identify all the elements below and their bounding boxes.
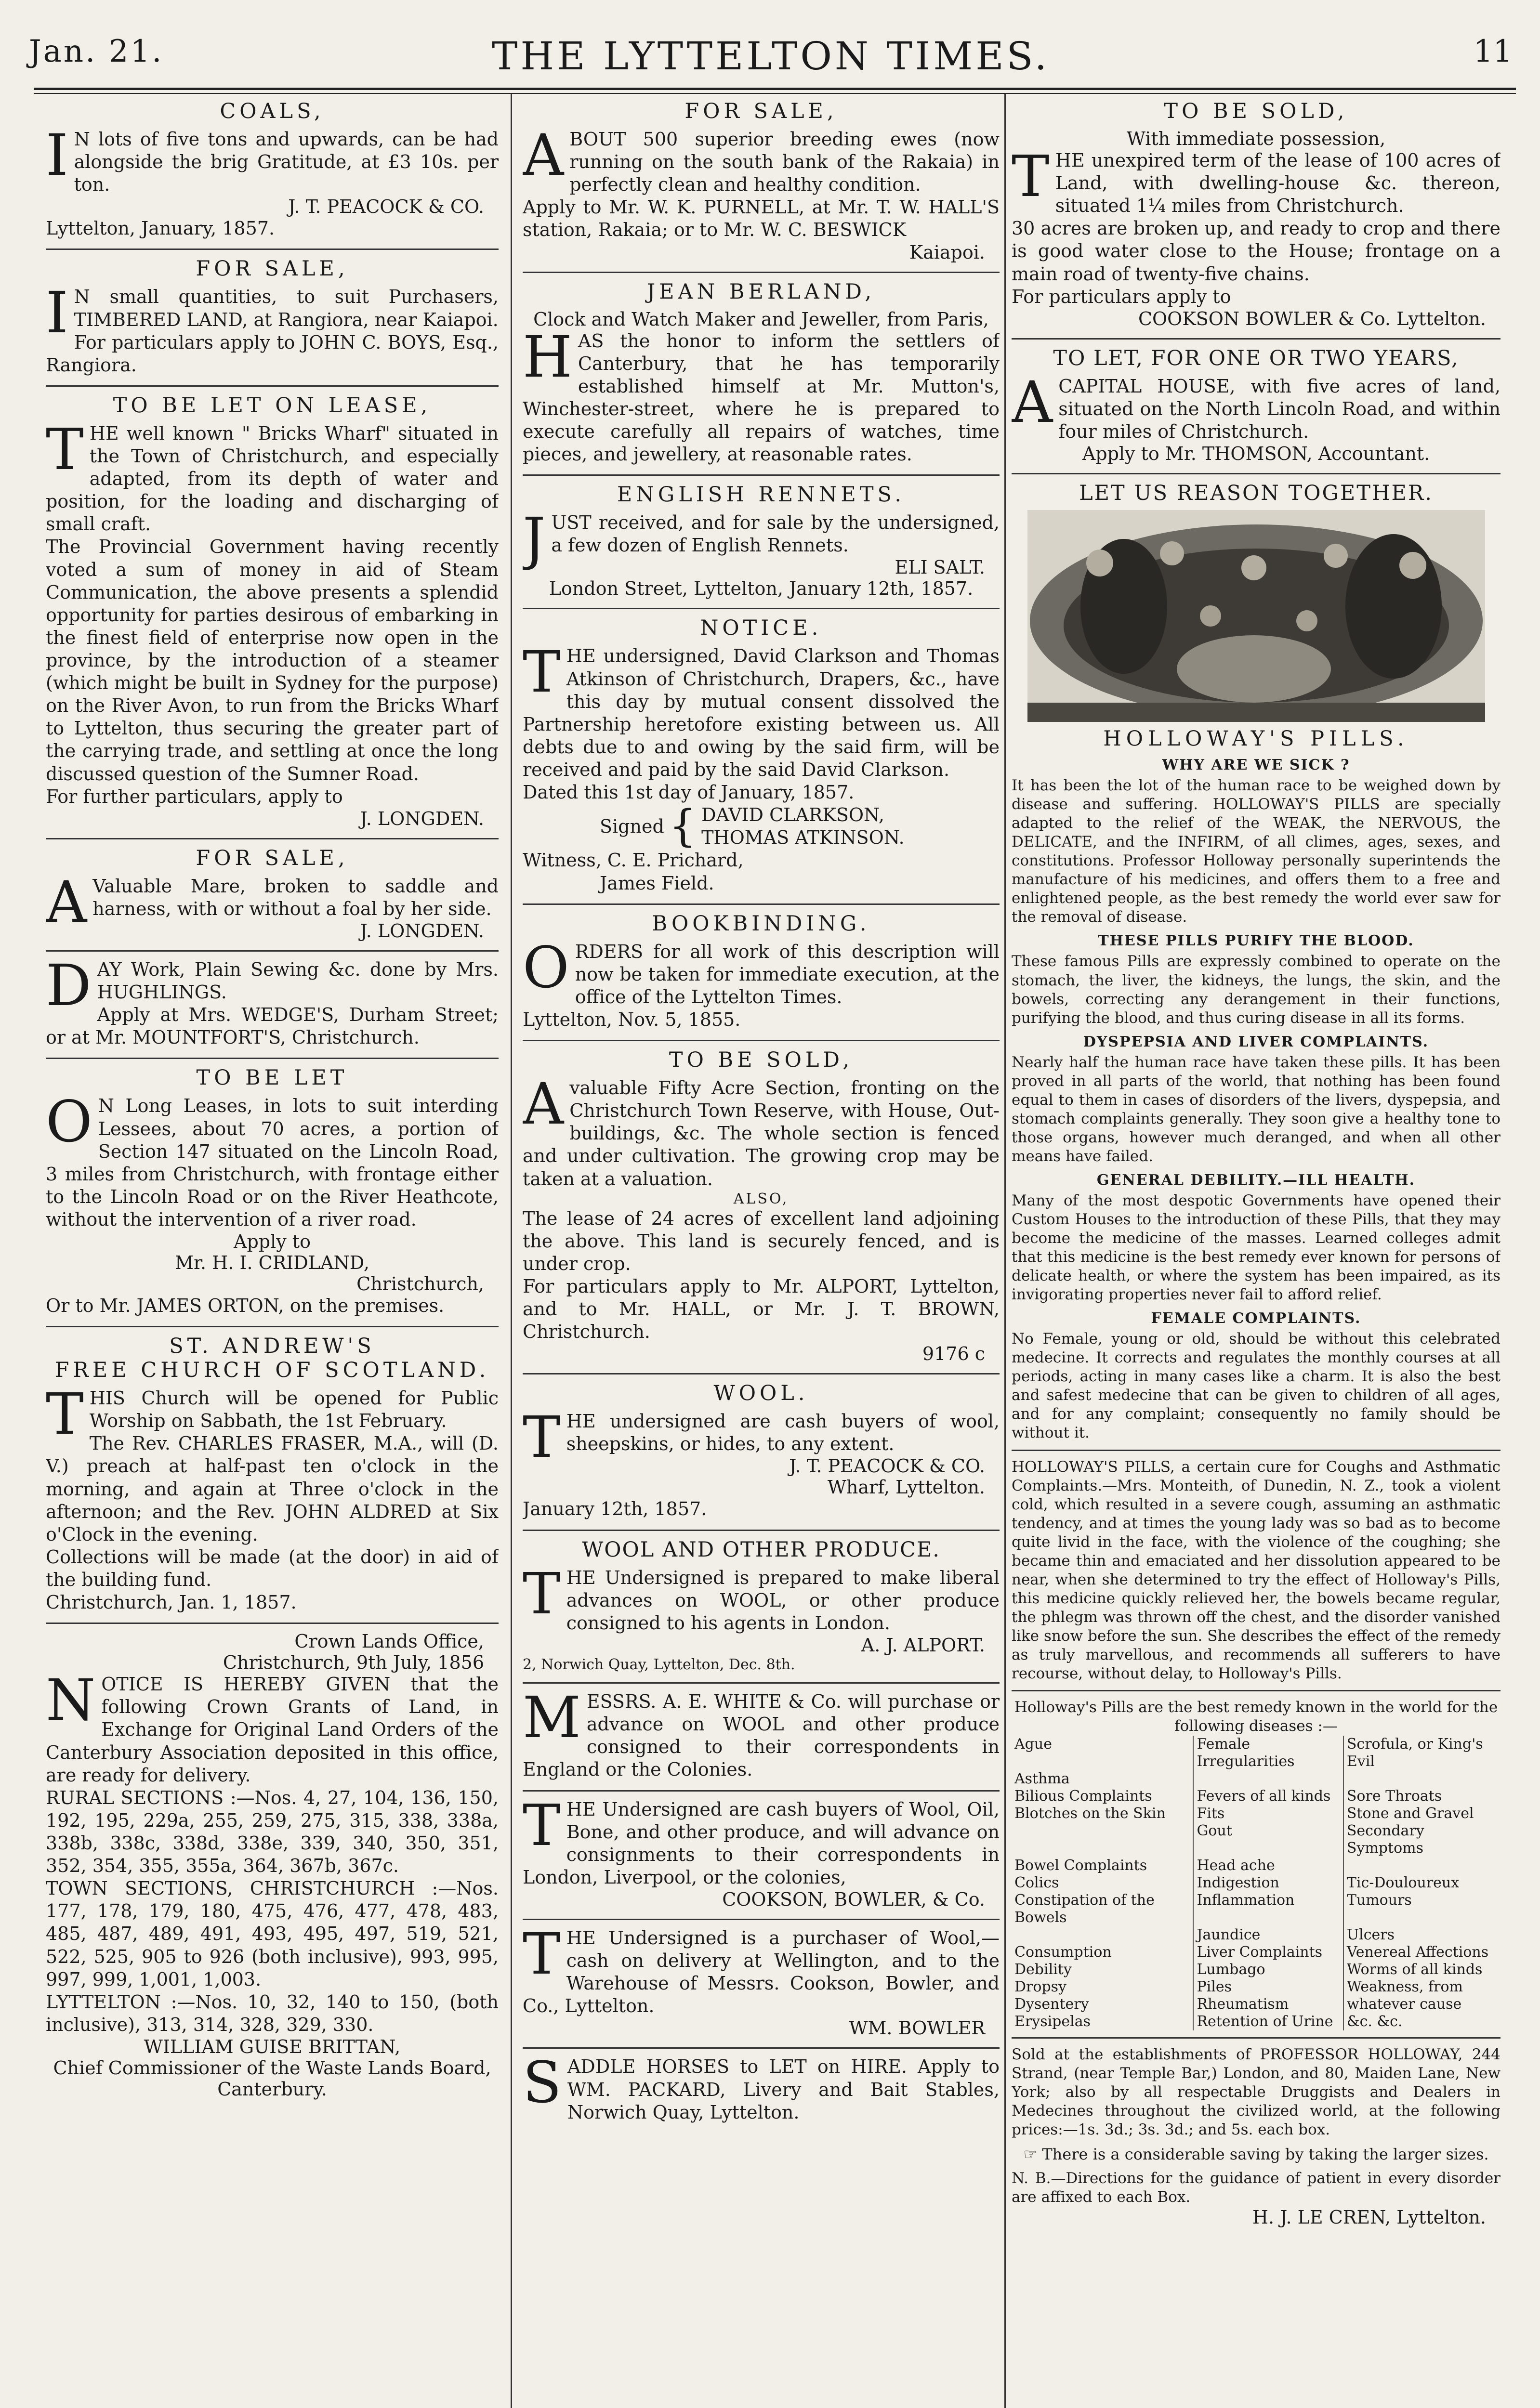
rural-sections: RURAL SECTIONS :—Nos. 4, 27, 104, 136, 150, 192, 195, 229a, 255, 259, 275, 315, 338, 338a, 338b, 338c, 338d, 338e, 339, 340, 350, 351, 352, 354, 355, 355a, 364, 367b, 367c. [46,1787,499,1877]
ad-body: AS the honor to inform the settlers of Canterbury, that he has temporarily established himself at Mr. Mutton's, Winchester-street, where he is prepared to execute carefully all repairs of watches, time pieces, and jewellery, at reasonable rates. [523,330,1000,465]
ad-heading: WOOL. [713,1381,809,1406]
disease-row [1012,2013,1501,2030]
disease-cell: Debility [1014,1961,1072,1978]
also-label: ALSO, [733,1190,789,1207]
ad-date: Dated this 1st day of January, 1857. [523,782,855,803]
disease-row [1012,1944,1501,1961]
disease-cell: Piles [1193,1978,1343,1996]
separator [523,608,1000,609]
disease-cell [1012,1822,1193,1857]
product-title: HOLLOWAY'S PILLS. [1103,727,1409,751]
separator [46,385,499,387]
ad-subheading: Clock and Watch Maker and Jeweller, from Paris, [533,308,989,330]
disease-cell: Liver Complaints [1193,1944,1343,1961]
drop-cap: A [523,122,564,188]
disease-cell: Tumours [1343,1892,1501,1926]
ad-heading: TO BE SOLD, [1164,99,1348,123]
disease-cell: Tic-Douloureux [1343,1874,1501,1892]
ad-signature: J. T. PEACOCK & CO. [288,196,484,218]
disease-cell: Erysipelas [1014,2013,1091,2030]
ad-saddle-horses [523,2049,1000,2123]
drop-cap: T [523,1920,561,1987]
ad-coals [46,99,499,240]
disease-cell: Blotches on the Skin [1014,1805,1166,1822]
ad-signature: H. J. LE CREN, Lyttelton. [1252,2207,1486,2228]
ad-signature: COOKSON BOWLER & Co. Lyttelton. [1138,308,1486,329]
ad-signature: J. T. PEACOCK & CO. [789,1455,985,1477]
disease-cell: Scrofula, or King's Evil [1343,1736,1501,1770]
disease-row [1012,1736,1501,1770]
ad-body: The lease of 24 acres of excellent land adjoining the above. This land is securely fenced, and is under crop. [523,1207,1000,1274]
ad-body: BOUT 500 superior breeding ewes (now running on the south bank of the Rakaia) in perfectly clean and healthy condition. [569,129,1000,196]
crowd-engraving [1027,510,1485,722]
separator [46,1326,499,1327]
disease-cell: Sore Throats [1343,1788,1501,1805]
separator [523,1530,1000,1531]
disease-row [1012,1788,1501,1805]
ad-body: OTICE IS HEREBY GIVEN that the following Crown Grants of Land, in Exchange for Original Land Orders of the Canterbury Association deposited in this office, are ready for delivery. [46,1674,499,1786]
disease-cell: Worms of all kinds [1343,1961,1501,1978]
ad-holloways-pills [1012,481,1501,2228]
separator [523,903,1000,905]
section-body: Nearly half the human race have taken these pills. It has been proved in all parts of the world, that nothing has been found equal to them in cases of disorders of the livers, dyspepsia, and stomach complaints generally. They soon give a healthy tone to those organs, however much deranged, and when all other means have failed. [1012,1053,1501,1165]
ad-signature: A. J. ALPORT. [861,1634,985,1656]
ad-subheading: FREE CHURCH OF SCOTLAND. [54,1358,490,1383]
disease-cell: Rheumatism [1193,1996,1343,2013]
ad-body: N small quantities, to suit Purchasers, TIMBERED LAND, at Rangiora, near Kaiapoi. [74,286,499,330]
separator [523,2047,1000,2049]
ad-place: Kaiapoi. [909,241,985,263]
disease-cell: whatever cause [1343,1996,1501,2013]
disease-row [1012,1961,1501,1978]
ad-body: Apply to Mr. W. K. PURNELL, at Mr. T. W. HALL'S station, Rakaia; or to Mr. W. C. BESWICK [523,196,1000,241]
disease-cell: Jaundice [1193,1926,1343,1944]
testimonial: HOLLOWAY'S PILLS, a certain cure for Coughs and Asthmatic Complaints.—Mrs. Monteith, of Dunedin, N. Z., took a violent cold, which resulted in a severe cough, assuming an asthmatic tendency, and at times the young lady was so bad as to become quite livid in the face, with the violence of the coughing; she became thin and emaciated and her dissolution appeared to be near, when she determined to try the effect of Holloway's Pills, this medicine quickly relieved her, the bowels became regular, the phlegm was thrown off the chest, and the disorder vanished like snow before the sun. She describes the effect of the remedy as truly marvellous, and recommends all sufferers to have recourse, without delay, to Holloway's Pills. [1012,1458,1501,1683]
disease-cell: Weakness, from [1343,1978,1501,1996]
witness: James Field. [600,872,714,894]
disease-cell: Indigestion [1193,1874,1343,1892]
masthead-rule [34,88,1516,90]
ad-code: 9176 c [922,1343,985,1365]
drop-cap: T [523,1560,561,1627]
ad-mare [46,846,499,942]
separator [523,272,1000,273]
ad-body: For particulars apply to Mr. ALPORT, Lyttelton, and to Mr. HALL, or Mr. J. T. BROWN, Christchurch. [523,1275,1000,1343]
disease-cell [1193,1770,1343,1788]
newspaper-title: THE LYTTELTON TIMES. [491,34,1050,79]
ad-signature: WILLIAM GUISE BRITTAN, [144,2036,401,2057]
ad-body: N lots of five tons and upwards, can be had alongside the brig Gratitude, at £3 10s. per ton. [74,129,499,196]
ad-heading: FOR SALE, [196,257,349,281]
drop-cap: I [46,122,68,188]
pointing-hand-icon: ☞ [1023,2145,1038,2164]
issue-date: Jan. 21. [29,34,164,69]
ad-signature: J. LONGDEN. [360,920,484,942]
separator [1012,338,1501,340]
drop-cap: T [523,639,561,706]
ad-body: HE well known " Bricks Wharf" situated in the Town of Christchurch, and especially adapted, from its depth of water and position, for the loading and discharging of small craft. [46,422,499,535]
ad-bookbinding [523,912,1000,1031]
town-sections: TOWN SECTIONS, CHRISTCHURCH :—Nos. 177, 178, 179, 180, 475, 476, 477, 478, 483, 485, 487, 489, 491, 493, 495, 497, 519, 521, 522, 525, 905 to 926 (both inclusive), 993, 995, 997, 999, 1,001, 1,003. [46,1878,499,1990]
column-divider [511,94,512,2408]
ad-body: ESSRS. A. E. WHITE & Co. will purchase or advance on WOOL and other produce consigned to their correspondents in England or the Colonies. [523,1691,1000,1780]
separator [523,1682,1000,1684]
ad-body: RDERS for all work of this description will now be taken for immediate execution, at the office of the Lyttelton Times. [575,941,1000,1008]
masthead [29,34,1513,87]
disease-cell: Dropsy [1014,1978,1067,1996]
sold-at: Sold at the establishments of PROFESSOR HOLLOWAY, 244 Strand, (near Temple Bar,) London, and 80, Maiden Lane, New York; also by all respectable Druggists and Dealers in Medecines throughout the civilized world, at the following prices:—1s. 3d.; 3s. 3d.; and 5s. each box. [1012,2046,1501,2139]
drop-cap: T [46,416,84,483]
brace-icon: { [669,801,697,852]
ad-body: HE undersigned are cash buyers of wool, sheepskins, or hides, to any extent. [566,1411,1000,1455]
section-body: These famous Pills are expressly combined to operate on the stomach, the liver, the kidneys, the lungs, the skin, and the bowels, correcting any derangement in their functions, purifying the blood, and thus curing disease in all its forms. [1012,953,1501,1027]
disease-cell: Retention of Urine [1193,2013,1343,2030]
disease-cell: Asthma [1014,1770,1070,1788]
disease-row [1012,1926,1501,1944]
ad-date: Christchurch, Jan. 1, 1857. [46,1592,297,1613]
disease-cell: Constipation of the Bowels [1014,1892,1155,1926]
ad-heading: FOR SALE, [684,99,838,123]
disease-cell [1343,1857,1501,1874]
ad-body: HE unexpired term of the lease of 100 acres of Land, with dwelling-house &c. thereon, situated 1¼ miles from Christchurch. [1055,150,1501,217]
disease-row [1012,1996,1501,2013]
ad-signature: ELI SALT. [895,557,985,578]
disease-cell: Lumbago [1193,1961,1343,1978]
ad-heading: TO BE LET ON LEASE, [113,393,432,418]
ad-body: The Rev. CHARLES FRASER, M.A., will (D. V.) preach at half-past ten o'clock in the morning, and again at Three o'clock in the afternoon; and the Rev. JOHN ALDRED at Six o'Clock in the evening. [46,1433,499,1545]
drop-cap: O [523,934,569,1001]
ad-bricks-wharf [46,393,499,829]
column-1 [46,96,499,2408]
disease-cell: Bowel Complaints [1014,1857,1147,1874]
ad-body: Valuable Mare, broken to saddle and harness, with or without a foal by her side. [92,875,499,919]
drop-cap: J [523,505,546,572]
ad-wool [523,1381,1000,1520]
ad-office: Crown Lands Office, [294,1631,484,1652]
nb-note: N. B.—Directions for the guidance of patient in every disorder are affixed to each Box. [1012,2170,1501,2206]
drop-cap: N [46,1667,96,1734]
ad-body: Apply at Mrs. WEDGE'S, Durham Street; or at Mr. MOUNTFORT'S, Christchurch. [46,1004,499,1048]
ad-body: The Provincial Government having recently voted a sum of money in aid of Steam Communication, the above presents a splendid opportunity for parties desirous of embarking in the finest field of enterprise now open in the province, by the introduction of a steamer (which might be built in Sydney for the purpose) on the River Avon, to run from the Bricks Wharf to Lyttelton, thus securing the greater part of the carrying trade, and settling at once the long discussed question of the Sumner Road. [46,536,499,785]
disease-cell: Inflammation [1193,1892,1343,1926]
ad-apply: Apply to Mr. THOMSON, Accountant. [1082,443,1430,465]
page-number: 11 [1473,34,1513,69]
separator [523,1040,1000,1041]
diseases-table [1012,1736,1501,2030]
separator [46,1058,499,1059]
masthead-rule-thin [34,93,1516,94]
ad-body: AY Work, Plain Sewing &c. done by Mrs. HUGHLINGS. [97,958,499,1003]
disease-cell: Colics [1014,1874,1059,1892]
ad-contact: For particulars apply to JOHN C. BOYS, Esq., Rangiora. [46,331,499,376]
disease-cell: Female Irregularities [1193,1736,1343,1770]
separator [1012,1690,1501,1691]
engraving-illustration [1027,510,1485,722]
ad-heading: WOOL AND OTHER PRODUCE. [582,1537,940,1562]
ad-crown-lands [46,1631,499,2100]
ad-heading: COALS, [220,99,325,123]
ad-body: Collections will be made (at the door) in aid of the building fund. [46,1546,499,1591]
drop-cap: T [523,1792,561,1858]
saving-note: There is a considerable saving by taking the larger sizes. [1042,2145,1489,2164]
ad-bowler [523,1920,1000,2039]
ad-body: For particulars apply to [1012,286,1231,307]
signatory: THOMAS ATKINSON. [701,827,905,849]
disease-cell: Bilious Complaints [1014,1788,1152,1805]
ad-cookson [523,1792,1000,1910]
section-heading: THESE PILLS PURIFY THE BLOOD. [1098,932,1414,950]
ad-body: ADDLE HORSES to LET on HIRE. Apply to WM. PACKARD, Livery and Bait Stables, Norwich Quay, Lyttelton. [567,2056,1000,2123]
ad-body: UST received, and for sale by the undersigned, a few dozen of English Rennets. [551,512,1000,556]
ad-wool-produce [523,1538,1000,1674]
ad-body: Or to Mr. JAMES ORTON, on the premises. [46,1295,445,1317]
separator [1012,1450,1501,1451]
section-body: Many of the most despotic Governments have opened their Custom Houses to the introduction of these Pills, that they may become the medicine of the masses. Learned colleges admit that this medicine is the best remedy ever known for persons of delicate health, or where the system has been impaired, as its invigorating properties never fail to afford relief. [1012,1191,1501,1304]
drop-cap: I [46,279,68,346]
ad-signature-title: Chief Commissioner of the Waste Lands Board, Canterbury. [53,2057,491,2100]
separator [1012,473,1501,474]
section-heading: DYSPEPSIA AND LIVER COMPLAINTS. [1083,1033,1429,1050]
ad-signature: Mr. H. I. CRIDLAND, [175,1252,369,1274]
separator [1012,2037,1501,2039]
drop-cap: H [523,323,572,390]
ad-body: HE Undersigned is a purchaser of Wool,—cash on delivery at Wellington, and to the Warehouse of Messrs. Cookson, Bowler, and Co., Lyttelton. [523,1927,1000,2017]
disease-cell: Ague [1014,1736,1052,1753]
ad-date: January 12th, 1857. [523,1498,707,1520]
ad-body: N Long Leases, in lots to suit interding Lessees, about 70 acres, a portion of Section 147 situated on the Lincoln Road, 3 miles from Christchurch, with frontage either to the Lincoln Road or on the River Heathcote, without the intervention of a river road. [46,1095,499,1230]
disease-cell: Secondary Symptoms [1343,1822,1501,1857]
ad-apply: Apply to [234,1231,311,1253]
ad-body: For further particulars, apply to [46,785,343,807]
separator [46,1623,499,1624]
drop-cap: O [46,1088,92,1155]
separator [46,950,499,952]
ad-body: HE Undersigned is prepared to make liberal advances on WOOL, or other produce consigned to his agents in London. [566,1567,1000,1634]
disease-cell: Head ache [1193,1857,1343,1874]
ad-heading: TO LET, FOR ONE OR TWO YEARS, [1053,346,1459,370]
disease-row [1012,1770,1501,1788]
ad-body: HE Undersigned are cash buyers of Wool, Oil, Bone, and other produce, and will advance on consignments to their correspondents in London, Liverpool, or the colonies, [523,1798,1000,1888]
ad-heading: TO BE SOLD, [669,1048,854,1073]
ad-date: London Street, Lyttelton, January 12th, 1857. [549,578,974,600]
disease-cell: Gout [1193,1822,1343,1857]
separator [46,249,499,250]
ad-heading: ST. ANDREW'S [169,1334,375,1359]
ad-ewes [523,99,1000,263]
ad-address: 2, Norwich Quay, Lyttelton, Dec. 8th. [523,1656,795,1673]
signature-block [523,801,1000,852]
disease-cell [1343,1770,1501,1788]
separator [523,1373,1000,1374]
drop-cap: S [523,2049,562,2116]
ad-heading: TO BE LET [196,1066,348,1090]
witness: Witness, C. E. Prichard, [523,850,744,871]
signed-label: Signed [600,815,664,837]
ad-date: Lyttelton, January, 1857. [46,218,275,239]
signatory: DAVID CLARKSON, [701,804,884,826]
ad-capital-house [1012,346,1501,464]
drop-cap: A [46,868,87,935]
disease-cell: Stone and Gravel [1343,1805,1501,1822]
disease-cell: Fits [1193,1805,1343,1822]
drop-cap: A [523,1071,564,1138]
section-heading: GENERAL DEBILITY.—ILL HEALTH. [1096,1171,1416,1189]
separator [523,1790,1000,1792]
ad-white [523,1684,1000,1781]
ad-heading: FOR SALE, [196,846,349,870]
drop-cap: T [1012,143,1050,209]
drop-cap: D [46,952,92,1019]
ad-signature: Christchurch, [356,1273,484,1295]
ad-date: Lyttelton, Nov. 5, 1855. [523,1008,741,1030]
ad-body: HIS Church will be opened for Public Worship on Sabbath, the 1st February. [89,1387,499,1432]
ad-heading: NOTICE. [700,616,822,641]
drop-cap: A [1012,368,1053,435]
section-body: No Female, young or old, should be without this celebrated medecine. It corrects and regulates the monthly courses at all periods, acting in many cases like a charm. It is also the best and safest medecine that can be given to children of all ages, and for any complaint; consequently no family should be without it. [1012,1330,1501,1442]
section-body: It has been the lot of the human race to be weighed down by disease and suffering. HOLLOWAY'S PILLS are specially adapted to the relief of the WEAK, the NERVOUS, the DELICATE, and the INFIRM, of all climes, ages, sexes, and constitutions. Professor Holloway personally superintends the manufacture of his medicines, and offers them to a free and enlightened people, as the best remedy the world ever saw for the removal of disease. [1012,777,1501,926]
ad-jean-berland [523,280,1000,466]
ad-signature: J. LONGDEN. [360,808,484,829]
disease-cell [1012,1926,1193,1944]
separator [523,474,1000,476]
disease-cell: Consumption [1014,1944,1112,1961]
drop-cap: M [523,1684,581,1751]
disease-row [1012,1857,1501,1874]
ad-signature: COOKSON, BOWLER, & Co. [722,1888,985,1910]
disease-cell: Fevers of all kinds [1193,1788,1343,1805]
ad-heading: BOOKBINDING. [652,911,870,936]
disease-row [1012,1805,1501,1822]
column-divider [1004,94,1006,2408]
column-2 [523,96,1000,2408]
ad-signature: Wharf, Lyttelton. [827,1477,985,1498]
ad-signature: WM. BOWLER [849,2017,985,2039]
disease-cell: Venereal Affections [1343,1944,1501,1961]
section-heading: WHY ARE WE SICK ? [1162,757,1350,774]
ad-date: Christchurch, 9th July, 1856 [223,1652,484,1674]
disease-cell: &c. &c. [1343,2013,1501,2030]
ad-timbered-land [46,257,499,376]
disease-cell: Ulcers [1343,1926,1501,1944]
ad-lease-100-acres [1012,99,1501,329]
ad-body: 30 acres are broken up, and ready to crop and there is good water close to the House; frontage on a main road of twenty-five chains. [1012,218,1501,285]
disease-row [1012,1978,1501,1996]
ad-notice-partnership [523,616,1000,894]
ad-body: valuable Fifty Acre Section, fronting on the Christchurch Town Reserve, with House, Out-buildings, &c. The whole section is fenced and under cultivation. The growing crop may be taken at a valuation. [523,1077,1000,1190]
disease-row [1012,1892,1501,1926]
ad-to-be-let [46,1066,499,1317]
ad-body: CAPITAL HOUSE, with five acres of land, situated on the North Lincoln Road, and within four miles of Christchurch. [1058,375,1501,442]
disease-row [1012,1874,1501,1892]
ad-heading: LET US REASON TOGETHER. [1079,481,1433,506]
ad-subheading: With immediate possession, [1126,128,1386,149]
separator [46,838,499,839]
ad-english-rennets [523,483,1000,599]
ad-heading: ENGLISH RENNETS. [617,483,906,507]
lyttelton-sections: LYTTELTON :—Nos. 10, 32, 140 to 150, (both inclusive), 313, 314, 328, 329, 330. [46,1991,499,2035]
drop-cap: T [523,1404,561,1471]
disease-row [1012,1822,1501,1857]
separator [523,1919,1000,1920]
diseases-intro: Holloway's Pills are the best remedy known in the world for the following diseases :— [1014,1699,1498,1735]
ad-body: HE undersigned, David Clarkson and Thomas Atkinson of Christchurch, Drapers, &c., have this day by mutual consent dissolved the Partnership heretofore existing between us. All debts due to and owing by the said firm, will be received and paid by the said David Clarkson. [523,645,1000,780]
ad-fifty-acre [523,1048,1000,1364]
ad-day-work [46,952,499,1049]
column-3 [1012,96,1501,2408]
ad-heading: JEAN BERLAND, [646,279,876,304]
drop-cap: T [46,1381,84,1448]
section-heading: FEMALE COMPLAINTS. [1151,1310,1361,1327]
ad-st-andrews [46,1334,499,1614]
disease-cell: Dysentery [1014,1996,1089,2013]
